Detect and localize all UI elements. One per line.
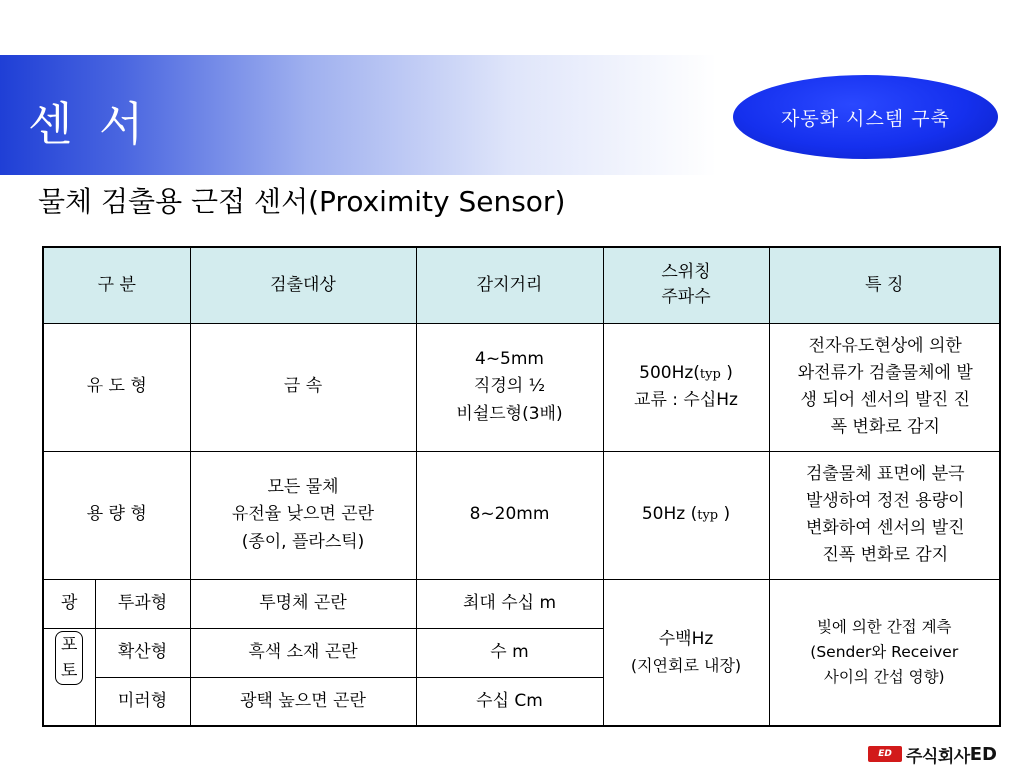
header-frequency-line2: 주파수: [661, 287, 711, 308]
header-category: 구 분: [43, 247, 190, 323]
cell-type-inductive: 유 도 형: [43, 323, 190, 451]
feature-photo-1: 빛에 의한 간접 계측: [816, 618, 952, 637]
target-capacitive-2: 유전율 낮으면 곤란: [231, 504, 375, 525]
cell-target-mirror: 광택 높으면 곤란: [190, 677, 416, 726]
company-name: 주식회사: [906, 746, 970, 767]
distance-inductive-1: 4~5mm: [475, 349, 544, 370]
frequency-inductive-typ: typ: [699, 366, 721, 382]
cell-type-transmission: 투과형: [95, 579, 190, 628]
frequency-capacitive-b: ): [718, 504, 731, 525]
feature-capacitive-3: 변화하여 센서의 발진: [805, 518, 965, 538]
frequency-inductive-1: [604, 360, 769, 387]
ed-logo-mark: ED: [868, 746, 902, 762]
frequency-photo-1: 수백Hz: [658, 628, 714, 649]
cell-distance-mirror: 수십 Cm: [416, 677, 603, 726]
header-target: 검출대상: [190, 247, 416, 323]
sensor-spec-table: [42, 246, 1001, 727]
company-name-suffix: ED: [969, 743, 997, 765]
feature-photo-3: 사이의 간섭 영향): [823, 667, 945, 686]
frequency-photo-2: (지연회로 내장): [630, 656, 742, 676]
photo-group-mid: 포: [61, 634, 78, 655]
photo-group-bot: 토: [61, 660, 78, 681]
table-row-inductive: [43, 323, 1000, 451]
cell-target-transmission: 투명체 곤란: [190, 579, 416, 628]
cell-distance-diffuse: 수 m: [416, 628, 603, 677]
header-distance: 감지거리: [416, 247, 603, 323]
cell-distance-inductive: [416, 323, 603, 451]
feature-photo-2: (Sender와 Receiver: [810, 642, 959, 661]
header-feature: 특 징: [769, 247, 1000, 323]
cell-frequency-photo: [603, 579, 769, 726]
frequency-inductive-2: 교류 : 수십Hz: [634, 390, 738, 410]
feature-inductive-1: 전자유도현상에 의한: [808, 335, 962, 356]
cell-distance-transmission: 최대 수십 m: [416, 579, 603, 628]
cell-photo-group-bracket: [43, 628, 95, 726]
feature-capacitive-2: 발생하여 정전 용량이: [805, 490, 965, 511]
distance-inductive-2: 직경의 ½: [473, 376, 546, 397]
feature-inductive-3: 생 되어 센서의 발진 진: [800, 390, 970, 410]
cell-target-capacitive: [190, 451, 416, 579]
cell-frequency-capacitive: [603, 451, 769, 579]
feature-inductive-4: 폭 변화로 감지: [830, 417, 940, 438]
photo-group-bracket: [55, 631, 83, 686]
target-capacitive-1: 모든 물체: [267, 477, 339, 498]
cell-type-mirror: 미러형: [95, 677, 190, 726]
cell-distance-capacitive: 8~20mm: [416, 451, 603, 579]
distance-inductive-3: 비쉴드형(3배): [456, 403, 563, 424]
target-capacitive-3: (종이, 플라스틱): [241, 531, 365, 552]
cell-frequency-inductive: [603, 323, 769, 451]
frequency-capacitive-a: 50Hz (: [641, 504, 698, 525]
cell-type-diffuse: 확산형: [95, 628, 190, 677]
table-header-row: [43, 247, 1000, 323]
slide-subtitle: 물체 검출용 근접 센서(Proximity Sensor): [38, 185, 566, 218]
cell-type-capacitive: 용 량 형: [43, 451, 190, 579]
page-title: 센 서: [28, 97, 150, 151]
table-row-capacitive: [43, 451, 1000, 579]
feature-capacitive-1: 검출물체 표면에 분극: [805, 463, 965, 484]
badge-label: 자동화 시스템 구축: [781, 107, 950, 130]
cell-feature-capacitive: [769, 451, 1000, 579]
section-badge: [733, 75, 998, 159]
table-row-photo-transmission: [43, 579, 1000, 628]
cell-photo-group-top: 광: [43, 579, 95, 628]
cell-target-inductive: 금 속: [190, 323, 416, 451]
header-frequency-line1: 스위칭: [661, 261, 711, 282]
cell-feature-photo: [769, 579, 1000, 726]
frequency-inductive-1a: 500Hz(: [639, 362, 700, 383]
frequency-inductive-1b: ): [720, 362, 733, 383]
frequency-capacitive-typ: typ: [697, 508, 719, 524]
cell-target-diffuse: 흑색 소재 곤란: [190, 628, 416, 677]
header-frequency: [603, 247, 769, 323]
feature-inductive-2: 와전류가 검출물체에 발: [797, 362, 973, 383]
company-logo: [868, 743, 1020, 765]
cell-feature-inductive: [769, 323, 1000, 451]
feature-capacitive-4: 진폭 변화로 감지: [822, 545, 949, 566]
